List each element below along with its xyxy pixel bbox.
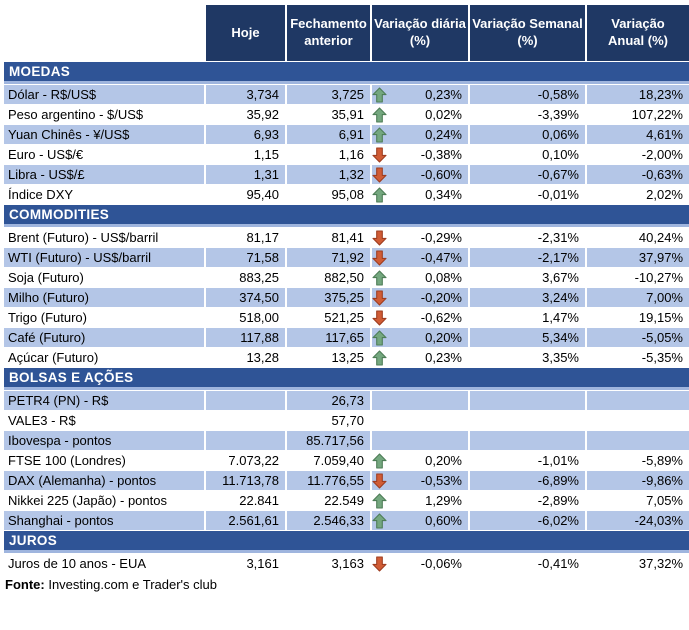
cell-fechamento: 26,73 xyxy=(287,391,370,410)
table-row xyxy=(4,145,689,164)
cell-var-semanal: -6,89% xyxy=(470,471,585,490)
cell-fechamento: 1,16 xyxy=(287,145,370,164)
up-arrow-icon xyxy=(372,350,387,366)
column-header-label: anterior xyxy=(304,33,353,48)
cell-var-anual: -9,86% xyxy=(587,471,689,490)
cell-fechamento: 882,50 xyxy=(287,268,370,287)
cell-var-semanal: 3,67% xyxy=(470,268,585,287)
column-header-fechamento-anterior xyxy=(287,5,370,61)
source-note-text: Investing.com e Trader's club xyxy=(44,577,218,592)
cell-hoje: 11.713,78 xyxy=(206,471,285,490)
var-diaria-value: 0,20% xyxy=(425,453,462,468)
cell-hoje xyxy=(206,411,285,430)
var-diaria-value: -0,47% xyxy=(420,250,462,265)
cell-hoje: 2.561,61 xyxy=(206,511,285,530)
table-row xyxy=(4,411,689,430)
cell-var-anual: 7,05% xyxy=(587,491,689,510)
section-header: JUROS xyxy=(4,531,689,553)
section-header: BOLSAS E AÇÕES xyxy=(4,368,689,390)
cell-fechamento: 13,25 xyxy=(287,348,370,367)
cell-label: Milho (Futuro) xyxy=(4,288,204,307)
source-note-label: Fonte: xyxy=(5,577,45,592)
cell-var-diaria xyxy=(372,85,468,104)
table-row xyxy=(4,105,689,124)
var-diaria-value: 0,08% xyxy=(425,270,462,285)
table-row xyxy=(4,288,689,307)
cell-var-semanal: 1,47% xyxy=(470,308,585,327)
column-header-label: (%) xyxy=(409,33,431,48)
cell-var-anual: -24,03% xyxy=(587,511,689,530)
cell-var-semanal: -0,58% xyxy=(470,85,585,104)
cell-label: Dólar - R$/US$ xyxy=(4,85,204,104)
column-header-label: Fechamento xyxy=(290,16,367,32)
cell-fechamento: 22.549 xyxy=(287,491,370,510)
cell-var-diaria xyxy=(372,471,468,490)
up-arrow-icon xyxy=(372,107,387,123)
var-diaria-value: -0,38% xyxy=(420,147,462,162)
cell-label: Libra - US$/£ xyxy=(4,165,204,184)
cell-label: FTSE 100 (Londres) xyxy=(4,451,204,470)
cell-var-semanal: 5,34% xyxy=(470,328,585,347)
cell-hoje: 374,50 xyxy=(206,288,285,307)
var-diaria-value: 0,24% xyxy=(425,127,462,142)
cell-var-anual: 37,32% xyxy=(587,554,689,573)
cell-var-semanal: -1,01% xyxy=(470,451,585,470)
cell-var-semanal: 0,10% xyxy=(470,145,585,164)
down-arrow-icon xyxy=(372,473,387,489)
table-row xyxy=(4,471,689,490)
cell-var-diaria xyxy=(372,491,468,510)
cell-fechamento: 35,91 xyxy=(287,105,370,124)
cell-var-diaria xyxy=(372,391,468,410)
table-row xyxy=(4,328,689,347)
down-arrow-icon xyxy=(372,147,387,163)
cell-fechamento: 81,41 xyxy=(287,228,370,247)
cell-fechamento: 117,65 xyxy=(287,328,370,347)
cell-hoje: 883,25 xyxy=(206,268,285,287)
cell-var-diaria xyxy=(372,308,468,327)
cell-hoje: 95,40 xyxy=(206,185,285,204)
var-diaria-value: 1,29% xyxy=(425,493,462,508)
cell-hoje: 7.073,22 xyxy=(206,451,285,470)
cell-var-semanal: 3,24% xyxy=(470,288,585,307)
up-arrow-icon xyxy=(372,453,387,469)
cell-hoje xyxy=(206,431,285,450)
cell-var-diaria xyxy=(372,511,468,530)
var-diaria-value: 0,02% xyxy=(425,107,462,122)
cell-var-semanal: 0,06% xyxy=(470,125,585,144)
table-row xyxy=(4,491,689,510)
table-row xyxy=(4,391,689,410)
up-arrow-icon xyxy=(372,87,387,103)
cell-fechamento: 71,92 xyxy=(287,248,370,267)
var-diaria-value: 0,60% xyxy=(425,513,462,528)
down-arrow-icon xyxy=(372,290,387,306)
cell-var-semanal: -0,41% xyxy=(470,554,585,573)
cell-var-diaria xyxy=(372,431,468,450)
cell-var-anual: 37,97% xyxy=(587,248,689,267)
cell-hoje: 35,92 xyxy=(206,105,285,124)
var-diaria-value: 0,23% xyxy=(425,87,462,102)
cell-label: Nikkei 225 (Japão) - pontos xyxy=(4,491,204,510)
cell-var-anual: 18,23% xyxy=(587,85,689,104)
table-row xyxy=(4,185,689,204)
cell-var-diaria xyxy=(372,228,468,247)
cell-var-semanal: -2,89% xyxy=(470,491,585,510)
cell-var-anual: -10,27% xyxy=(587,268,689,287)
table-row xyxy=(4,554,689,573)
cell-label: Euro - US$/€ xyxy=(4,145,204,164)
table-row xyxy=(4,511,689,530)
cell-label: Café (Futuro) xyxy=(4,328,204,347)
section-header-row xyxy=(4,368,689,390)
up-arrow-icon xyxy=(372,513,387,529)
cell-fechamento: 1,32 xyxy=(287,165,370,184)
cell-fechamento: 85.717,56 xyxy=(287,431,370,450)
up-arrow-icon xyxy=(372,493,387,509)
cell-var-anual: 40,24% xyxy=(587,228,689,247)
down-arrow-icon xyxy=(372,556,387,572)
var-diaria-value: -0,60% xyxy=(420,167,462,182)
cell-var-anual: -2,00% xyxy=(587,145,689,164)
column-header-label: Variação xyxy=(611,16,665,32)
var-diaria-value: 0,20% xyxy=(425,330,462,345)
table-row xyxy=(4,431,689,450)
cell-hoje: 1,15 xyxy=(206,145,285,164)
up-arrow-icon xyxy=(372,270,387,286)
cell-label: WTI (Futuro) - US$/barril xyxy=(4,248,204,267)
table-row xyxy=(4,228,689,247)
cell-var-diaria xyxy=(372,145,468,164)
up-arrow-icon xyxy=(372,127,387,143)
source-note xyxy=(5,577,687,592)
table-row xyxy=(4,85,689,104)
table-row xyxy=(4,165,689,184)
section-header-row xyxy=(4,205,689,227)
cell-label: Juros de 10 anos - EUA xyxy=(4,554,204,573)
column-header-label: Variação Semanal xyxy=(472,16,583,32)
cell-var-diaria xyxy=(372,328,468,347)
cell-var-diaria xyxy=(372,554,468,573)
cell-var-anual: 7,00% xyxy=(587,288,689,307)
cell-hoje xyxy=(206,391,285,410)
up-arrow-icon xyxy=(372,187,387,203)
table-row xyxy=(4,451,689,470)
table-row xyxy=(4,308,689,327)
down-arrow-icon xyxy=(372,167,387,183)
var-diaria-value: -0,29% xyxy=(420,230,462,245)
section-header: COMMODITIES xyxy=(4,205,689,227)
cell-label: Yuan Chinês - ¥/US$ xyxy=(4,125,204,144)
cell-var-semanal: -2,17% xyxy=(470,248,585,267)
cell-label: Açúcar (Futuro) xyxy=(4,348,204,367)
table-row xyxy=(4,268,689,287)
cell-var-anual: 4,61% xyxy=(587,125,689,144)
cell-label: Shanghai - pontos xyxy=(4,511,204,530)
var-diaria-value: -0,62% xyxy=(420,310,462,325)
cell-fechamento: 2.546,33 xyxy=(287,511,370,530)
cell-var-anual: 107,22% xyxy=(587,105,689,124)
cell-hoje: 6,93 xyxy=(206,125,285,144)
cell-var-semanal xyxy=(470,431,585,450)
cell-var-diaria xyxy=(372,185,468,204)
cell-var-diaria xyxy=(372,125,468,144)
cell-var-anual xyxy=(587,411,689,430)
table-row xyxy=(4,125,689,144)
cell-var-anual: -0,63% xyxy=(587,165,689,184)
market-table xyxy=(2,4,689,574)
cell-var-diaria xyxy=(372,451,468,470)
cell-hoje: 1,31 xyxy=(206,165,285,184)
cell-var-semanal: -6,02% xyxy=(470,511,585,530)
header-row xyxy=(4,5,689,61)
cell-label: VALE3 - R$ xyxy=(4,411,204,430)
cell-var-diaria xyxy=(372,248,468,267)
cell-hoje: 71,58 xyxy=(206,248,285,267)
cell-var-semanal: -0,01% xyxy=(470,185,585,204)
cell-var-diaria xyxy=(372,348,468,367)
cell-var-diaria xyxy=(372,411,468,430)
cell-var-anual: -5,35% xyxy=(587,348,689,367)
cell-var-semanal: -3,39% xyxy=(470,105,585,124)
cell-var-anual: 19,15% xyxy=(587,308,689,327)
table-row xyxy=(4,248,689,267)
cell-fechamento: 57,70 xyxy=(287,411,370,430)
column-header-label: (%) xyxy=(517,33,538,48)
cell-hoje: 22.841 xyxy=(206,491,285,510)
column-header-variacao-diaria xyxy=(372,5,468,61)
cell-hoje: 81,17 xyxy=(206,228,285,247)
cell-var-semanal: -0,67% xyxy=(470,165,585,184)
cell-hoje: 117,88 xyxy=(206,328,285,347)
cell-label: Peso argentino - $/US$ xyxy=(4,105,204,124)
var-diaria-value: -0,06% xyxy=(420,556,462,571)
cell-var-anual: -5,89% xyxy=(587,451,689,470)
cell-fechamento: 6,91 xyxy=(287,125,370,144)
cell-label: Trigo (Futuro) xyxy=(4,308,204,327)
cell-hoje: 518,00 xyxy=(206,308,285,327)
section-header: MOEDAS xyxy=(4,62,689,84)
cell-fechamento: 11.776,55 xyxy=(287,471,370,490)
cell-fechamento: 3,725 xyxy=(287,85,370,104)
cell-fechamento: 521,25 xyxy=(287,308,370,327)
up-arrow-icon xyxy=(372,330,387,346)
column-header-label: Variação diária xyxy=(374,16,466,32)
cell-var-diaria xyxy=(372,105,468,124)
var-diaria-value: -0,53% xyxy=(420,473,462,488)
cell-var-semanal: -2,31% xyxy=(470,228,585,247)
cell-hoje: 3,734 xyxy=(206,85,285,104)
column-header-label: Hoje xyxy=(231,24,260,40)
cell-fechamento: 3,163 xyxy=(287,554,370,573)
cell-var-anual: 2,02% xyxy=(587,185,689,204)
cell-var-semanal: 3,35% xyxy=(470,348,585,367)
down-arrow-icon xyxy=(372,230,387,246)
cell-hoje: 3,161 xyxy=(206,554,285,573)
cell-var-diaria xyxy=(372,268,468,287)
cell-label: Índice DXY xyxy=(4,185,204,204)
cell-fechamento: 95,08 xyxy=(287,185,370,204)
var-diaria-value: 0,23% xyxy=(425,350,462,365)
column-header-label: Anual (%) xyxy=(608,33,668,48)
section-header-row xyxy=(4,62,689,84)
table-row xyxy=(4,348,689,367)
column-header-variacao-anual xyxy=(587,5,689,61)
cell-fechamento: 7.059,40 xyxy=(287,451,370,470)
column-header-hoje xyxy=(206,5,285,61)
cell-var-diaria xyxy=(372,288,468,307)
cell-label: Ibovespa - pontos xyxy=(4,431,204,450)
header-spacer xyxy=(4,5,204,61)
column-header-variacao-semanal xyxy=(470,5,585,61)
cell-var-diaria xyxy=(372,165,468,184)
var-diaria-value: -0,20% xyxy=(420,290,462,305)
cell-var-semanal xyxy=(470,411,585,430)
cell-label: PETR4 (PN) - R$ xyxy=(4,391,204,410)
cell-var-anual xyxy=(587,391,689,410)
down-arrow-icon xyxy=(372,310,387,326)
cell-label: Soja (Futuro) xyxy=(4,268,204,287)
down-arrow-icon xyxy=(372,250,387,266)
cell-var-anual xyxy=(587,431,689,450)
section-header-row xyxy=(4,531,689,553)
cell-var-semanal xyxy=(470,391,585,410)
var-diaria-value: 0,34% xyxy=(425,187,462,202)
cell-label: Brent (Futuro) - US$/barril xyxy=(4,228,204,247)
cell-var-anual: -5,05% xyxy=(587,328,689,347)
cell-hoje: 13,28 xyxy=(206,348,285,367)
cell-fechamento: 375,25 xyxy=(287,288,370,307)
table-body xyxy=(4,62,689,573)
cell-label: DAX (Alemanha) - pontos xyxy=(4,471,204,490)
